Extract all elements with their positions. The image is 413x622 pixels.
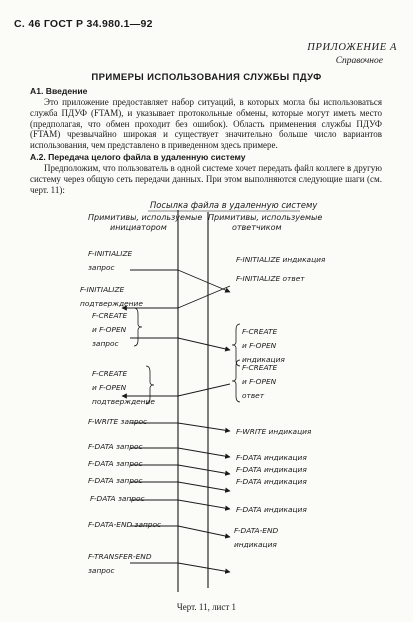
responder-label-6-line-0: F-DATA индикация bbox=[236, 465, 307, 474]
initiator-label-8-line-0: F-DATA запрос bbox=[90, 494, 145, 503]
main-title: ПРИМЕРЫ ИСПОЛЬЗОВАНИЯ СЛУЖБЫ ПДУФ bbox=[91, 72, 322, 83]
responder-label-9-line-0: F-DATA-END bbox=[234, 526, 279, 535]
responder-label-9-line-1: индикация bbox=[234, 540, 277, 549]
message-arrow-2 bbox=[178, 338, 230, 350]
responder-label-1-line-0: F-INITIALIZE ответ bbox=[236, 274, 305, 283]
paragraph-transfer: Предположим, что пользователь в одной системе хочет передать файл коллеге в другую систему через общую сеть передачи данных. При этом выполняются следующие шаги (см. черт. 11): bbox=[30, 163, 382, 195]
initiator-label-10-line-1: запрос bbox=[88, 566, 115, 575]
responder-label-7-line-0: F-DATA индикация bbox=[236, 477, 307, 486]
responder-brace-3 bbox=[232, 360, 240, 402]
message-arrow-0 bbox=[178, 270, 230, 292]
message-arrow-10 bbox=[178, 563, 230, 572]
initiator-label-5-line-0: F-DATA запрос bbox=[88, 442, 143, 451]
initiator-label-7-line-0: F-DATA запрос bbox=[88, 476, 143, 485]
initiator-header-line1: Примитивы, используемые bbox=[88, 213, 203, 222]
section-heading-intro: А1. Введение bbox=[30, 86, 88, 96]
responder-label-2-line-0: F-CREATE bbox=[242, 327, 278, 336]
responder-brace-2 bbox=[232, 324, 240, 366]
message-arrow-5 bbox=[178, 448, 230, 457]
responder-label-2-line-1: и F-OPEN bbox=[242, 341, 277, 350]
initiator-brace-2 bbox=[134, 308, 142, 346]
initiator-label-10-line-0: F-TRANSFER-END bbox=[88, 552, 152, 561]
initiator-label-3-line-2: подтверждение bbox=[92, 397, 155, 406]
initiator-header-line2: инициатором bbox=[110, 223, 167, 232]
initiator-label-3-line-1: и F-OPEN bbox=[92, 383, 127, 392]
initiator-label-0-line-1: запрос bbox=[88, 263, 115, 272]
message-arrow-8 bbox=[178, 500, 230, 509]
message-arrow-3 bbox=[178, 384, 230, 396]
responder-header-line2: ответчиком bbox=[232, 223, 282, 232]
initiator-label-2-line-0: F-CREATE bbox=[92, 311, 128, 320]
message-arrow-6 bbox=[178, 465, 230, 474]
initiator-label-2-line-2: запрос bbox=[92, 339, 119, 348]
section-heading-transfer: А.2. Передача целого файла в удаленную систему bbox=[30, 152, 246, 162]
diagram-title: Посылка файла в удаленную систему bbox=[150, 200, 318, 210]
message-arrow-7 bbox=[178, 482, 230, 491]
responder-label-3-line-1: и F-OPEN bbox=[242, 377, 277, 386]
responder-label-2-line-2: индикация bbox=[242, 355, 285, 364]
initiator-label-1-line-0: F-INITIALIZE bbox=[80, 285, 125, 294]
initiator-label-6-line-0: F-DATA запрос bbox=[88, 459, 143, 468]
initiator-label-9-line-0: F-DATA-END запрос bbox=[88, 520, 162, 529]
responder-label-3-line-2: ответ bbox=[242, 391, 265, 400]
initiator-label-4-line-0: F-WRITE запрос bbox=[88, 417, 148, 426]
initiator-label-0-line-0: F-INITIALIZE bbox=[88, 249, 133, 258]
responder-header-line1: Примитивы, используемые bbox=[208, 213, 323, 222]
responder-label-4-line-0: F-WRITE индикация bbox=[236, 427, 312, 436]
paragraph-intro: Это приложение предоставляет набор ситуаций, в которых могла бы использоваться служба ПДУФ (FTAM), и указывает протокольные обмены, которые могут иметь место (предполагая, что обмен проходит без ошибок). Область применения службы ПДУФ (FTAM) чрезвычайно широкая и существует значительно больше число вариантов использования, чем представлено в приведенном здесь примере. bbox=[30, 97, 382, 151]
appendix-title: ПРИЛОЖЕНИЕ А bbox=[307, 42, 397, 53]
responder-label-3-line-0: F-CREATE bbox=[242, 363, 278, 372]
page-header: С. 46 ГОСТ Р 34.980.1—92 bbox=[14, 18, 153, 30]
message-arrow-4 bbox=[178, 423, 230, 431]
appendix-subtitle: Справочное bbox=[335, 56, 383, 66]
responder-label-8-line-0: F-DATA индикация bbox=[236, 505, 307, 514]
initiator-label-1-line-1: подтверждение bbox=[80, 299, 143, 308]
initiator-label-2-line-1: и F-OPEN bbox=[92, 325, 127, 334]
message-arrow-1 bbox=[178, 286, 230, 308]
figure-caption: Черт. 11, лист 1 bbox=[176, 602, 237, 612]
responder-label-0-line-0: F-INITIALIZE индикация bbox=[236, 255, 326, 264]
initiator-label-3-line-0: F-CREATE bbox=[92, 369, 128, 378]
responder-label-5-line-0: F-DATA индикация bbox=[236, 453, 307, 462]
sequence-diagram bbox=[0, 200, 413, 600]
message-arrow-9 bbox=[178, 526, 230, 537]
